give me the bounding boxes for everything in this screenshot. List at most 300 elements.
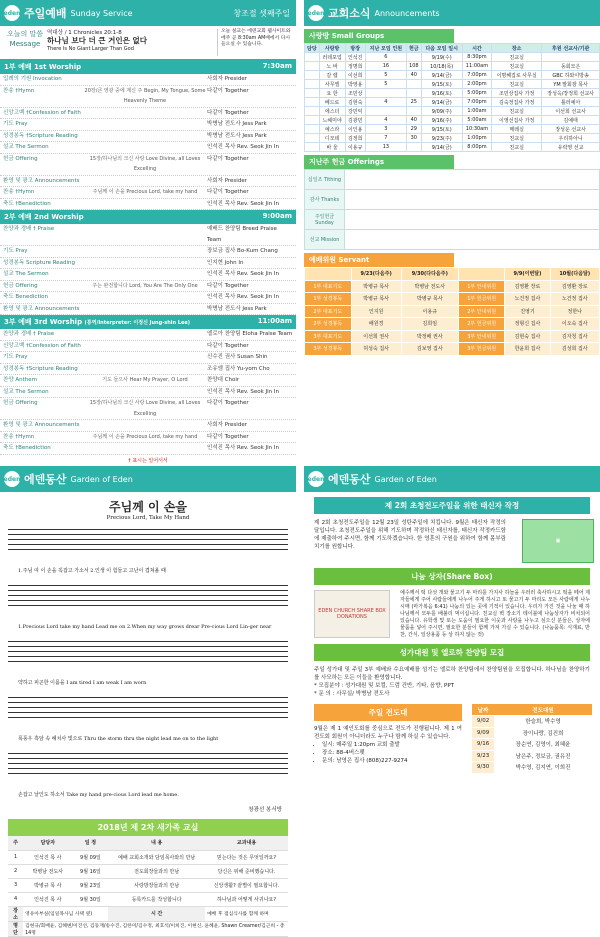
order-item: 설교 The Sermon [3, 144, 49, 150]
order-row [0, 176, 296, 188]
sg-cell [305, 71, 320, 80]
table-row [305, 293, 600, 306]
edu-cell: 신앙생활? 끝별이 필요합니다. [205, 878, 288, 892]
order-leader: 다같이 Together [207, 282, 249, 289]
sg-cell: 9/14(금) [421, 71, 462, 80]
table-row [305, 107, 600, 116]
order-row [0, 398, 296, 420]
order-detail [83, 269, 207, 280]
garden-subtitle: Garden of Eden [70, 474, 133, 484]
sv-cell: 박정배 권사 [401, 330, 458, 343]
order-row [0, 258, 296, 270]
staff-line [8, 753, 288, 754]
order-leader: 예배드 찬양팀 Breed Praise Team [207, 226, 277, 243]
staff [8, 637, 288, 687]
sg-cell: 디모데 [319, 134, 345, 143]
message-note: 오늘 설교는 에덴교회 웹사이트와 에주 곧 8:30am AM배에서 다시 들으실 수 있습니다. [217, 29, 293, 56]
sg-cell: 1:00am [462, 107, 491, 116]
sg-cell: 노 바 [319, 62, 345, 71]
order-item: 기도 Pray [3, 248, 28, 254]
edu-cell: 전도회장들과의 만남 [108, 864, 205, 878]
evangelism-text: 제 2회 초청전도주일을 12월 23일 성탄주일에 치킵니다. 9월은 태신자 작정의 달입니다. 초청전도주일을 위해 기도하며 작정하신 태신자를, 태신자 작정카드함에 제출하여 주시면, 함께 기도하겠습니다. 한 영혼의 구원을 위하여 함께 몸부림 치기를 원합니다. [314, 520, 506, 550]
sg-header: 방장 [345, 44, 365, 53]
sv-cell: 배원경 [351, 318, 401, 331]
dur-names: 장순연, 김영이, 최혜윤 [494, 739, 592, 751]
order-item: 신앙고백 †Confession of Faith [3, 342, 81, 349]
sg-cell [305, 143, 320, 152]
table-row [305, 170, 600, 190]
sg-cell: 김숙정집사 가정 [492, 98, 542, 107]
table-row [305, 53, 600, 62]
servant-label: 예배위원 Servant [304, 253, 454, 267]
sg-cell [305, 134, 320, 143]
lyric-line: 폭풍우 흑암 속 헤치사 빛으로 Thru the storm thru the night lead me on to the light [18, 736, 219, 742]
offering-type: 주일헌금 Sunday [305, 210, 345, 230]
edu-cell: 2 [8, 864, 23, 878]
order-leader: 박병남 전도사 Jess Park [207, 305, 267, 312]
order-leader: 사회자 Presider [207, 76, 247, 82]
sv-header: 9/23(다음주) [351, 268, 401, 281]
order-detail [83, 119, 207, 130]
table-row [305, 125, 600, 134]
staff-line [8, 590, 288, 591]
choir-title: 성가대원 및 엘로하 찬양팀 모집 [314, 644, 590, 661]
sg-cell: 4 [365, 116, 406, 125]
edu-cell: 박병규 목 사 [23, 878, 73, 892]
sg-cell: 9/14(금) [421, 98, 462, 107]
order-detail [83, 224, 207, 245]
sg-cell [365, 107, 406, 116]
new-family-class-title: 2018년 제 2차 새가족 교실 [8, 819, 288, 836]
order-row [0, 269, 296, 281]
share-box-text: 예수께서 떡 다섯 개와 물고기 두 마리를 가지사 하늘을 우러러 축사하시고 떡을 떼어 제자들에게 주어 사람들에게 나누어 주게 하시고 또 물고기 두 마리도 모든 사람에게 나누시매 (마가복음 6:41) 나눔의 있는 곳에 기적이 있습니다. 우리가 가진 것을 나눌 때 하나님께서 모두를 배불리 먹이십니다. 친교실 벽 장소기 테이블에 나눔상자가 비치되어 있습니다. 유학생 및 또는 도움이 필요한 이웃과 사랑을 나누고 싶으신 분들은, 상자에 물품을 넣어 주시면, 필요한 분들이 함께 가져 가실 수 있습니다. (나눔품목: 식재료, 반찬, 간식, 일상용품 등 상 하지 않는 것) [400, 590, 590, 638]
garden2-subtitle: Garden of Eden [374, 474, 437, 484]
edu-cell: 당신은 위해 준비했습니다. [205, 864, 288, 878]
sg-cell [365, 89, 406, 98]
order-row [0, 131, 296, 143]
table-row [305, 80, 600, 89]
offering-value [345, 230, 600, 250]
music-staves [8, 525, 288, 799]
choir-items [304, 682, 600, 698]
order-row [0, 375, 296, 387]
offerings-table [304, 169, 600, 250]
order-row [0, 329, 296, 341]
staff-line [8, 646, 288, 647]
order-detail [83, 292, 207, 303]
dur-header: 전도대원 [494, 704, 592, 716]
staff-line [8, 549, 288, 550]
staff-line [8, 763, 288, 764]
song-credit: 창광선 봉서방 [248, 807, 282, 813]
new-family-table: 주 담당자 일 정 내 용 교과내용 1 인석진 목 사 9월 09일 예배 교회소개와 담임목사와의 만남 믿는다는 것은 무엇일까요? 2 박병남 전도사 9월 16일 전도회장들과의 만남 당신은 위해 준비했습니다. 3 박병규 목 사 9월 23일 사랑방장들과의 만남 신앙생활? 끝별이 필요합니다. 4 인석진 목 사 9월 30일 등록카드를 작성합니다 하나님과 어떻게 사귀나요? 장 소 영유아부실(임일목사님 사택 옆) 시 간 예배 후 점심식사를 함께 하며 명 단 김현규/회배윤, 김혜변/이진선, 김동재/송수진, 김한미/김수정, 최호석/이희진, 이현신, 윤혜윤, Shawn Creamer/김근희 - 총 14명 [8, 836, 288, 937]
order-detail [83, 341, 207, 352]
order-row [0, 420, 296, 432]
order-item: 설교 The Sermon [3, 388, 49, 395]
sg-cell: 3 [365, 125, 406, 134]
order-leader: 다같이 Together [207, 400, 249, 406]
order-leader: 장보금 집사 Bo-Kum Chang [207, 248, 278, 254]
offering-type: 십일조 Tithing [305, 170, 345, 190]
sg-cell: 에스더 [319, 107, 345, 116]
edu-cell: 9월 16일 [73, 864, 109, 878]
order-item: 축도 Benediction [3, 294, 48, 300]
sg-cell: 친교실 [492, 143, 542, 152]
table-row [472, 750, 592, 762]
staff-line [8, 585, 288, 586]
order-leader: 다같이 Together [207, 109, 249, 116]
sg-cell: 10:30am [462, 125, 491, 134]
sg-cell: 2:00pm [462, 80, 491, 89]
order-item: 찬양과 경배 † Praise [3, 331, 55, 337]
order-row [0, 187, 296, 199]
sv-cell: 3부 안내위원 [458, 330, 505, 343]
lyric-line: 1.Precious Lord take my hand Lead me on 2.When my way grows drear Pre-cious Lord Lin-ger near [18, 624, 272, 630]
evangelism-item: • 일시: 매주일 1:20pm 교회 출발 [322, 741, 462, 749]
sg-cell: 친교실 [492, 53, 542, 62]
sg-cell [406, 89, 421, 98]
table-row [305, 230, 600, 250]
order-row [0, 432, 296, 444]
sg-cell: 11:00am [462, 62, 491, 71]
sg-cell: 108 [406, 62, 421, 71]
sg-cell: 30 [406, 134, 421, 143]
sv-cell: 박병규 목사 [351, 280, 401, 293]
sg-cell: 9/16(주) [421, 116, 462, 125]
order-item: 환영 및 광고 Announcements [3, 177, 80, 184]
staff-line [8, 661, 288, 662]
dur-names: 박수영, 김지연, 이희진 [494, 762, 592, 774]
staff [8, 581, 288, 631]
order-row [0, 352, 296, 364]
sg-cell [542, 53, 600, 62]
staff-line [8, 768, 288, 769]
sg-header: 후원 선교사/기관 [542, 44, 600, 53]
sv-cell: 정한나 [550, 305, 600, 318]
edu-cell: 등록카드를 작성합니다 [108, 892, 205, 906]
sg-header: 지난 모임 인원 [365, 44, 406, 53]
order-leader: 인석진 목사 Rev. Seok Jin In [207, 294, 280, 300]
order-detail [83, 329, 207, 340]
evangelism-team-items [304, 741, 472, 765]
sg-cell: 29 [406, 125, 421, 134]
order-detail [83, 74, 207, 85]
sg-cell: 박영용 [345, 80, 365, 89]
sv-cell: 노건정 집사 [505, 293, 550, 306]
worship-3-bar: 3부 예배 3rd Worship (통역/Interpreter: 이정신 Jung-shin Lee) 11:00am [0, 315, 296, 329]
sg-cell: 13 [365, 143, 406, 152]
order-detail [83, 443, 207, 454]
sv-cell: 진영기 [505, 305, 550, 318]
table-row [305, 143, 600, 152]
sg-cell: 친교실 [492, 62, 542, 71]
card-box-image: ▣ [522, 519, 594, 563]
sv-cell: 2부 헌금위원 [458, 318, 505, 331]
sv-header: 10월(다음달) [550, 268, 600, 281]
song-subtitle: Precious Lord, Take My Hand [106, 515, 190, 521]
hymn-sheet [8, 498, 288, 813]
sg-cell: 9/23(주) [421, 134, 462, 143]
sg-cell: 틀러예아 [542, 98, 600, 107]
staff-line [8, 534, 288, 535]
sv-cell: 1부 안내위원 [458, 280, 505, 293]
order-row [0, 281, 296, 293]
staff-line [8, 697, 288, 698]
sv-cell: 허성숙 집사 [351, 343, 401, 356]
lyric-line: 1.주님 여 이 손을 꼭잡고 가소서 2.인생 이 힘들고 고난이 겹쳐올 때 [18, 568, 166, 574]
stand-note: † 표시는 일어서서 [128, 457, 168, 464]
sg-cell: 친교실 [492, 107, 542, 116]
order-item: 성경봉독 †Scripture Reading [3, 365, 78, 372]
sg-cell: 김정희 [345, 134, 365, 143]
order-item: 찬양 Anthem [3, 377, 38, 383]
sv-cell: 1부 성경봉독 [305, 293, 352, 306]
order-leader: 인석진 목사 Rev. Seok Jin In [207, 200, 280, 207]
order-leader: 신수진 권사 Susan Shin [207, 354, 268, 360]
sg-cell: 9/16(토) [421, 89, 462, 98]
sg-cell: 5 [365, 80, 406, 89]
order-detail: 15장/하나님의 크신 사랑 Love Divine, all Loves Excelling [89, 155, 201, 172]
dur-date: 9/02 [472, 716, 494, 728]
order-item: 입례의 기원 Invocation [3, 76, 62, 82]
garden-title: 에덴동산 [24, 473, 67, 486]
order-detail: 주는 완전합니다 Lord, You Are The Only One [92, 282, 198, 289]
edu-header: 일 정 [73, 836, 109, 850]
staff-line [8, 544, 288, 545]
sg-cell: 요 한 [319, 89, 345, 98]
order-item: 헌금 Offering [3, 400, 38, 406]
sg-cell [305, 116, 320, 125]
staff-line [8, 651, 288, 652]
sg-cell: 메레실 [492, 125, 542, 134]
sg-cell: 9/09(주) [421, 107, 462, 116]
ann-header [304, 0, 600, 26]
table-row [8, 878, 288, 892]
sg-cell: 이명혜집로 사무실 [492, 71, 542, 80]
sg-cell: 러데포업 [319, 53, 345, 62]
staff-line [8, 702, 288, 703]
message-ref: 역대상 / 1 Chronicles 20:1-8 [47, 30, 122, 36]
sv-cell: 1부 헌금위원 [458, 293, 505, 306]
order-leader: 조유엠 집사 Yu-yom Cho [207, 365, 270, 372]
order-item: 축도 †Benediction [3, 445, 51, 451]
evangelism-team-text: 9월은 제 1 예인도회를 중심으로 전도가 진행됩니다. 제 1 여 전도회 회원이 아니더라도 누구나 함께 하실 수 있습니다. [314, 726, 462, 740]
dur-names: 남은주, 정보금, 권유진 [494, 750, 592, 762]
sg-cell [406, 53, 421, 62]
offering-type: 감사 Thanks [305, 190, 345, 210]
sg-cell: 8:00pm [462, 143, 491, 152]
sv-cell: 박병규 목사 [401, 293, 458, 306]
announcements-panel [304, 0, 600, 462]
offering-value [345, 210, 600, 230]
sg-cell: 사무엘 [319, 80, 345, 89]
sv-cell: 김영환 장로 [550, 280, 600, 293]
sg-cell: 이영선집사 가정 [492, 116, 542, 125]
sg-cell: 5 [365, 71, 406, 80]
order-detail [83, 420, 207, 431]
order-leader: 인석진 목사 Rev. Seok Jin In [207, 144, 280, 150]
sg-cell: 정명희 [345, 62, 365, 71]
sv-cell: 이선희 권사 [351, 330, 401, 343]
order-detail [83, 108, 207, 119]
order-leader: 엘로아 찬양팀 Eloha Praise Team [207, 331, 293, 337]
staff-line [8, 773, 288, 774]
order-row [0, 304, 296, 316]
evangelism-title: 제 2회 초청전도주일을 위한 태신자 작정 [314, 497, 590, 514]
edu-header: 주 [8, 836, 23, 850]
sg-cell: GBC 하와이방송 [542, 71, 600, 80]
evangelism-team-title: 주일 전도대 [314, 704, 462, 721]
sv-cell: 이용규 [401, 305, 458, 318]
table-row [8, 864, 288, 878]
sg-cell: 40 [406, 71, 421, 80]
order-item: 신앙고백 †Confession of Faith [3, 109, 81, 116]
order-row [0, 341, 296, 353]
worship-1-list [0, 74, 296, 210]
sg-cell: 예스라 [319, 125, 345, 134]
sg-cell: 9/15(토) [421, 125, 462, 134]
sv-cell: 김현숙 집사 [505, 330, 550, 343]
sg-cell: 10/18(목) [421, 62, 462, 71]
sv-header: 9/9(이번달) [505, 268, 550, 281]
sg-cell: 장성옥/장정희 선교사 [542, 89, 600, 98]
lyric-line: 손잡고 날인도 하소서 Take my hand pre-cious Lord lead me home. [18, 792, 179, 798]
sg-header: 장소 [492, 44, 542, 53]
sg-cell: 25 [406, 98, 421, 107]
order-detail: 주님께 이 손을 Precious Lord, take my hand [92, 433, 198, 440]
table-row [305, 305, 600, 318]
order-item: 설교 The Sermon [3, 271, 49, 277]
edu-cell: 9월 30일 [73, 892, 109, 906]
share-box-title: 나눔 상자(Share Box) [314, 568, 590, 585]
message-box: 오늘의 말씀 Message 역대상 / 1 Chronicles 20:1-8 하나님 보다 더 큰 거인은 없다 There Is No Giant Larger Than God 오늘 설교는 에덴교회 웹사이트와 에주 곧 8:30am AM배에서 다시 들으실 수 있습니다. [0, 26, 296, 60]
edu-cell: 3 [8, 878, 23, 892]
table-row [472, 716, 592, 728]
small-groups-label: 사랑방 Small Groups [304, 29, 454, 43]
order-row [0, 119, 296, 131]
table-row [305, 330, 600, 343]
sg-cell: 7 [365, 134, 406, 143]
table-row [305, 134, 600, 143]
staff-line [8, 656, 288, 657]
table-row [8, 892, 288, 906]
lyric-line: 약하고 피곤한 이몸을 I am tired I am weak I am worn [18, 680, 147, 686]
edu-cell: 인석진 목 사 [23, 892, 73, 906]
sg-cell: 4 [365, 98, 406, 107]
edu-header: 담당자 [23, 836, 73, 850]
garden-header [0, 466, 296, 492]
table-row [305, 62, 600, 71]
order-leader: 인석진 목사 Rev. Seok Jin In [207, 271, 280, 277]
table-row [8, 850, 288, 864]
dur-names: 장이나랑, 김진희 [494, 727, 592, 739]
order-row [0, 364, 296, 376]
sv-cell: 이오숙 집사 [550, 318, 600, 331]
sv-cell: 김영환 장로 [505, 280, 550, 293]
worship-3-list [0, 329, 296, 455]
table-row [305, 116, 600, 125]
order-leader: 다같이 Together [207, 433, 249, 440]
staff-line [8, 758, 288, 759]
sg-cell [305, 107, 320, 116]
order-leader: 다같이 Together [207, 87, 249, 94]
sg-cell [305, 53, 320, 62]
order-leader: 인지현 John In [207, 259, 244, 266]
staff-line [8, 717, 288, 718]
order-detail [83, 352, 207, 363]
dur-date: 9/09 [472, 727, 494, 739]
sg-cell: 유락영 선교 [542, 143, 600, 152]
sg-cell: 5:00am [462, 116, 491, 125]
order-leader: 사회자 Presider [207, 177, 247, 184]
edu-cell: 예배 교회소개와 담임목사와의 만남 [108, 850, 205, 864]
sg-cell: 인석진 [345, 53, 365, 62]
order-detail: 기도 들으사 Hear My Prayer, O Lord [102, 377, 188, 383]
table-row [305, 343, 600, 356]
sg-cell: 6 [365, 53, 406, 62]
order-item: 찬양과 경배 † Praise [3, 226, 55, 232]
sv-cell: 3부 대표기도 [305, 330, 352, 343]
offering-value [345, 190, 600, 210]
sg-cell: 이인용 [345, 125, 365, 134]
order-detail: 20장/큰 영광 중에 계신 주 Begin, My Tongue, Some Heavenly Theme [84, 87, 206, 104]
table-row [305, 318, 600, 331]
sg-cell: 9/15(토) [421, 80, 462, 89]
song-title: 주님께 이 손을 [109, 500, 187, 514]
sg-header: 시간 [462, 44, 491, 53]
sunday-subtitle: Sunday Service [70, 8, 133, 18]
sg-header: 담당 [305, 44, 320, 53]
sg-header: 헌금 [406, 44, 421, 53]
sg-cell: 40 [406, 116, 421, 125]
order-row [0, 387, 296, 399]
order-item: 찬송 †Hymn [3, 189, 35, 195]
sg-cell: 우리하아니 [542, 134, 600, 143]
order-item: 성경봉독 Scripture Reading [3, 259, 76, 266]
sg-cell [305, 62, 320, 71]
order-row [0, 142, 296, 154]
order-detail: 15장/하나님의 크신 사랑 Love Divine, all Loves Excelling [89, 400, 201, 417]
evangelism-team-table [472, 704, 592, 774]
dur-date: 9/16 [472, 739, 494, 751]
edu-cell: 믿는다는 것은 무엇일까요? [205, 850, 288, 864]
staff-line [8, 605, 288, 606]
sg-cell: 갈 렙 [319, 71, 345, 80]
sg-cell: 9/19(수) [421, 53, 462, 62]
order-leader: 사회자 Presider [207, 422, 247, 428]
eden-logo-icon: eden [308, 5, 324, 21]
sg-cell: 7:00pm [462, 71, 491, 80]
sv-cell: 3부 성경봉독 [305, 343, 352, 356]
choir-item: * 문 의 : 사무실/ 박병남 전도사 [314, 691, 390, 697]
garden2-header [304, 466, 600, 492]
staff [8, 749, 288, 799]
order-detail [83, 199, 207, 210]
sunday-title: 주일예배 [24, 7, 67, 20]
dur-date: 9/23 [472, 750, 494, 762]
order-item: 환영 및 광고 Announcements [3, 422, 80, 428]
sv-header [458, 268, 505, 281]
staff-line [8, 707, 288, 708]
evangelism-item: • 장소: 88-4버스팻 [322, 749, 462, 757]
sv-cell: 한윤희 집사 [505, 343, 550, 356]
order-leader: 박병남 전도사 Jess Park [207, 121, 267, 127]
sg-cell: 강민익 [345, 107, 365, 116]
staff-line [8, 529, 288, 530]
worship-2-bar: 2부 예배 2nd Worship 9:00am [0, 210, 296, 224]
sg-cell: 친교실 [492, 134, 542, 143]
evangelism-item: • 문의: 남영은 집사 (808)227-9274 [322, 757, 462, 765]
